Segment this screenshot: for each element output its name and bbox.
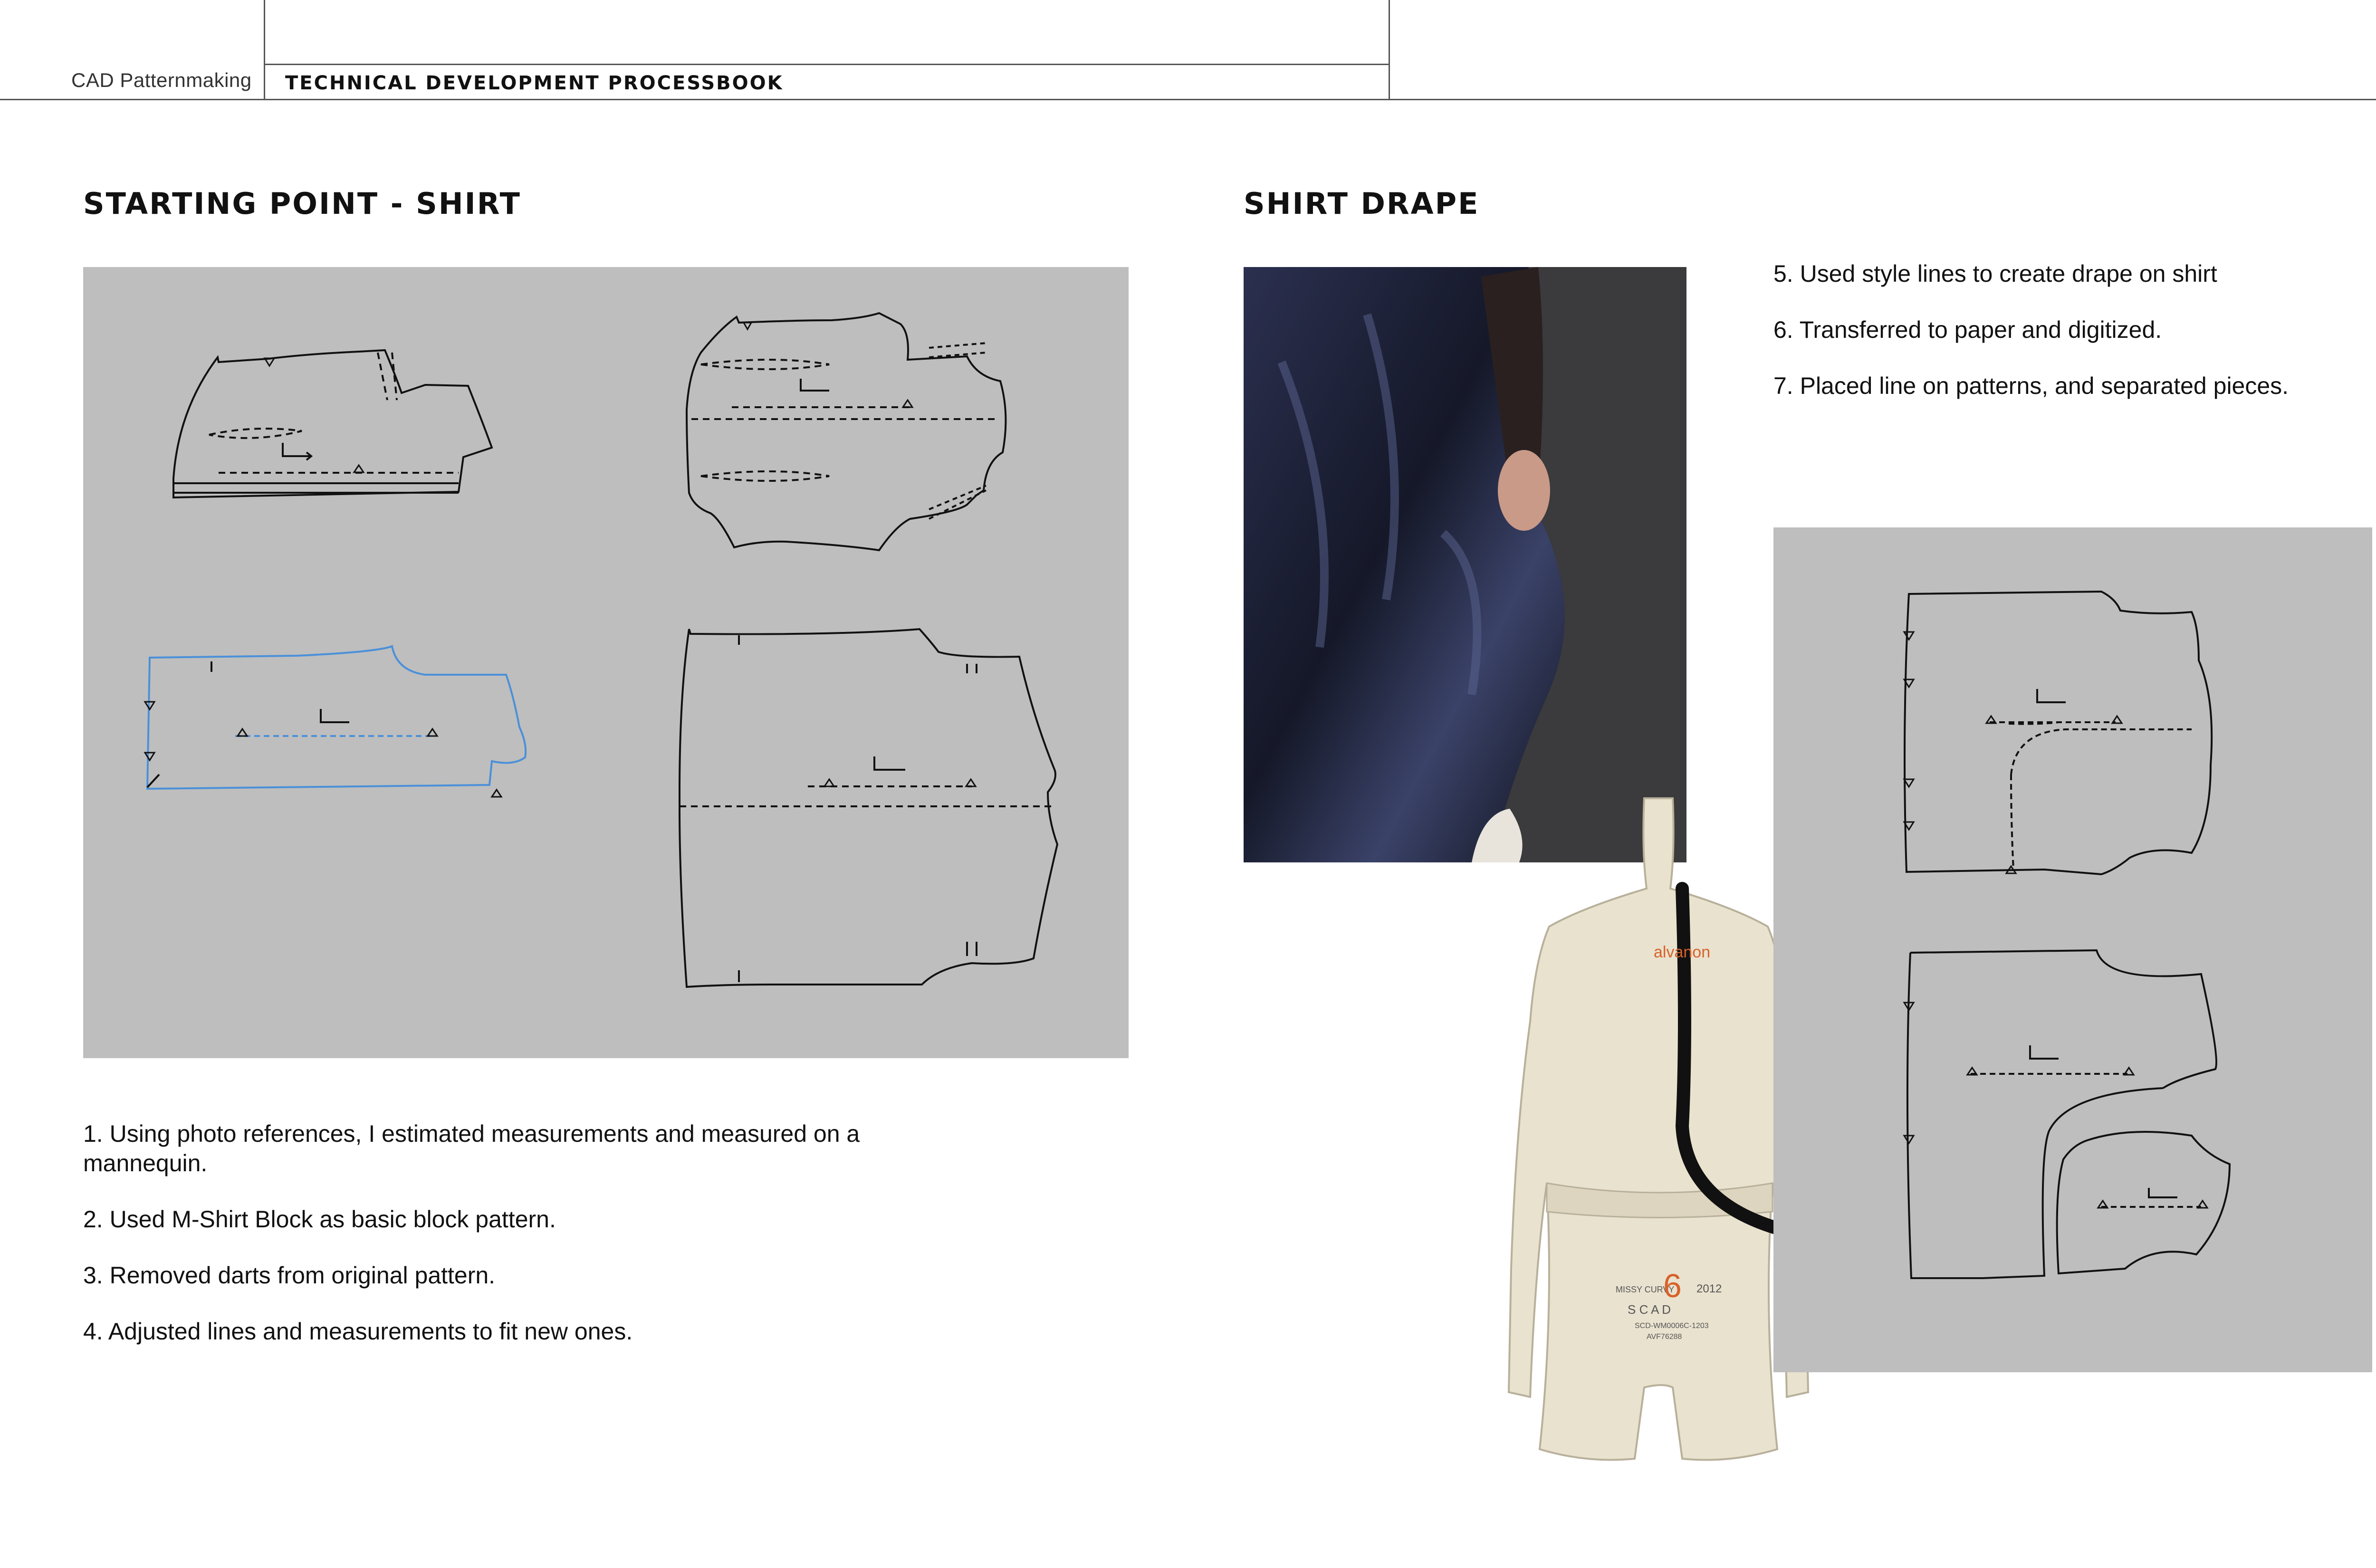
form-year: 2012 <box>1696 1282 1722 1295</box>
note-4: 4. Adjusted lines and measurements to fit new ones. <box>83 1318 633 1345</box>
note-2: 2. Used M-Shirt Block as basic block pattern. <box>83 1206 556 1233</box>
course-label: CAD Patternmaking <box>71 69 252 91</box>
form-model: SCD-WM0006C-1203 <box>1635 1322 1709 1330</box>
right-notes <box>1773 259 2376 427</box>
note-6: 6. Transferred to paper and digitized. <box>1773 316 2162 343</box>
header-divider <box>0 99 2376 100</box>
left-notes <box>83 1119 986 1373</box>
processbook-title: TECHNICAL DEVELOPMENT PROCESSBOOK <box>285 72 784 94</box>
block-pattern-panel <box>83 267 1129 1058</box>
drape-pattern-drawing <box>1773 527 2372 1372</box>
drape-reference-photo <box>1244 267 1686 862</box>
section-title-starting-point: STARTING POINT - SHIRT <box>83 186 521 221</box>
note-3: 3. Removed darts from original pattern. <box>83 1262 496 1289</box>
note-7: 7. Placed line on patterns, and separated pieces. <box>1773 373 2289 399</box>
note-1: 1. Using photo references, I estimated measurements and measured on a mannequin. <box>83 1120 860 1176</box>
section-title-shirt-drape: SHIRT DRAPE <box>1244 186 1480 221</box>
drape-pattern-panel <box>1773 527 2372 1372</box>
form-brand: alvanon <box>1654 943 1711 961</box>
header-divider-inner <box>265 64 1390 65</box>
note-5: 5. Used style lines to create drape on shirt <box>1773 260 2217 287</box>
form-serial: AVF76288 <box>1647 1333 1682 1341</box>
form-size-label: MISSY CURVY <box>1616 1285 1675 1294</box>
header-separator-left <box>264 0 265 100</box>
drape-photo-illustration <box>1244 267 1686 862</box>
form-school: S C A D <box>1628 1302 1671 1317</box>
form-size-number: 6 <box>1663 1267 1682 1304</box>
header-separator-right <box>1389 0 1390 100</box>
block-pattern-drawing <box>83 267 1129 1058</box>
